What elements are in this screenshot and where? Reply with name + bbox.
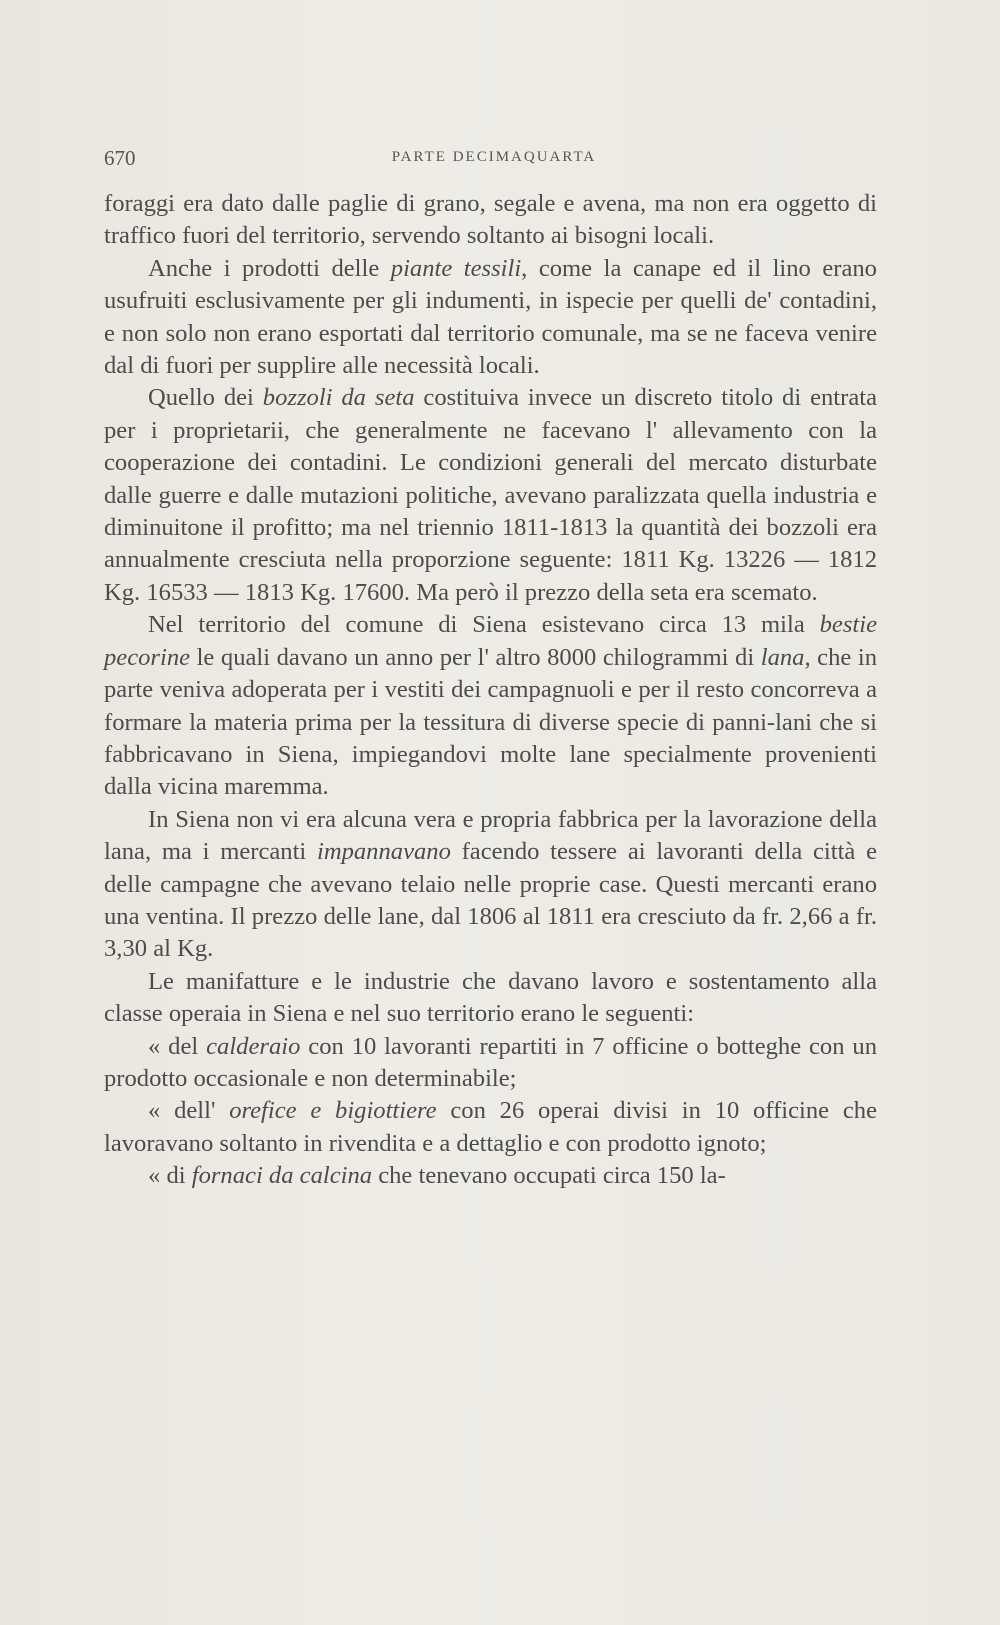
page-header	[104, 146, 884, 172]
body-text	[104, 188, 877, 1193]
paragraph: Quello dei bozzoli da seta costituiva invece un discreto titolo di entrata per i proprietarii, che generalmente ne facevano l' allevamento con la cooperazione dei contadini. Le condizioni generali del mercato disturbate dalle guerre e dalle mutazioni politiche, avevano paralizzata quella industria e diminuitone il profitto; ma nel triennio 1811-1813 la quantità dei bozzoli era annualmente cresciuta nella proporzione seguente: 1811 Kg. 13226 — 1812 Kg. 16533 — 1813 Kg. 17600. Ma però il prezzo della seta era scemato.	[104, 384, 877, 606]
paragraph: « dell' orefice e bigiottiere con 26 operai divisi in 10 officine che lavoravano soltanto in rivendita e a dettaglio e con prodotto ignoto;	[104, 1097, 877, 1157]
running-title: PARTE DECIMAQUARTA	[391, 149, 597, 165]
emphasis: orefice e bigiottiere	[229, 1097, 437, 1125]
emphasis: bozzoli da seta	[262, 384, 415, 412]
paragraph: Nel territorio del comune di Siena esistevano circa 13 mila bestie pecorine le quali davano un anno per l' altro 8000 chilogrammi di lana, che in parte veniva adoperata per i vestiti dei campagnuoli e per il resto concorreva a formare la materia prima per la tessitura di diverse specie di panni-lani che si fabbricavano in Siena, impiegandovi molte lane specialmente provenienti dalla vicina maremma.	[104, 611, 877, 801]
emphasis: piante tessili	[390, 254, 522, 282]
paragraph: In Siena non vi era alcuna vera e propria fabbrica per la lavorazione della lana, ma i mercanti impannavano facendo tessere ai lavoranti della città e delle campagne che avevano telaio nelle proprie case. Questi mercanti erano una ventina. Il prezzo delle lane, dal 1806 al 1811 era cresciuto da fr. 2,66 a fr. 3,30 al Kg.	[104, 805, 877, 963]
emphasis: calderaio	[206, 1032, 301, 1060]
emphasis: fornaci da calcina	[191, 1162, 373, 1190]
paragraph: « del calderaio con 10 lavoranti repartiti in 7 officine o botteghe con un prodotto occasionale e non determinabile;	[104, 1032, 878, 1092]
paragraph: Anche i prodotti delle piante tessili, come la canape ed il lino erano usufruiti esclusivamente per gli indumenti, in ispecie per quelli de' contadini, e non solo non erano esportati dal territorio comunale, ma se ne faceva venire dal di fuori per supplire alle necessità locali.	[104, 254, 877, 380]
paragraph: foraggi era dato dalle paglie di grano, segale e avena, ma non era oggetto di traffico fuori del territorio, servendo soltanto ai bisogni locali.	[104, 190, 877, 250]
paragraph: Le manifatture e le industrie che davano lavoro e sostentamento alla classe operaia in Siena e nel suo territorio erano le seguenti:	[104, 967, 877, 1028]
emphasis: lana,	[760, 643, 811, 671]
paragraph: « di fornaci da calcina che tenevano occupati circa 150 la-	[148, 1162, 726, 1190]
emphasis: impannavano	[316, 838, 451, 866]
page-number: 670	[104, 146, 136, 170]
emphasis: bestie pecorine	[104, 611, 877, 671]
